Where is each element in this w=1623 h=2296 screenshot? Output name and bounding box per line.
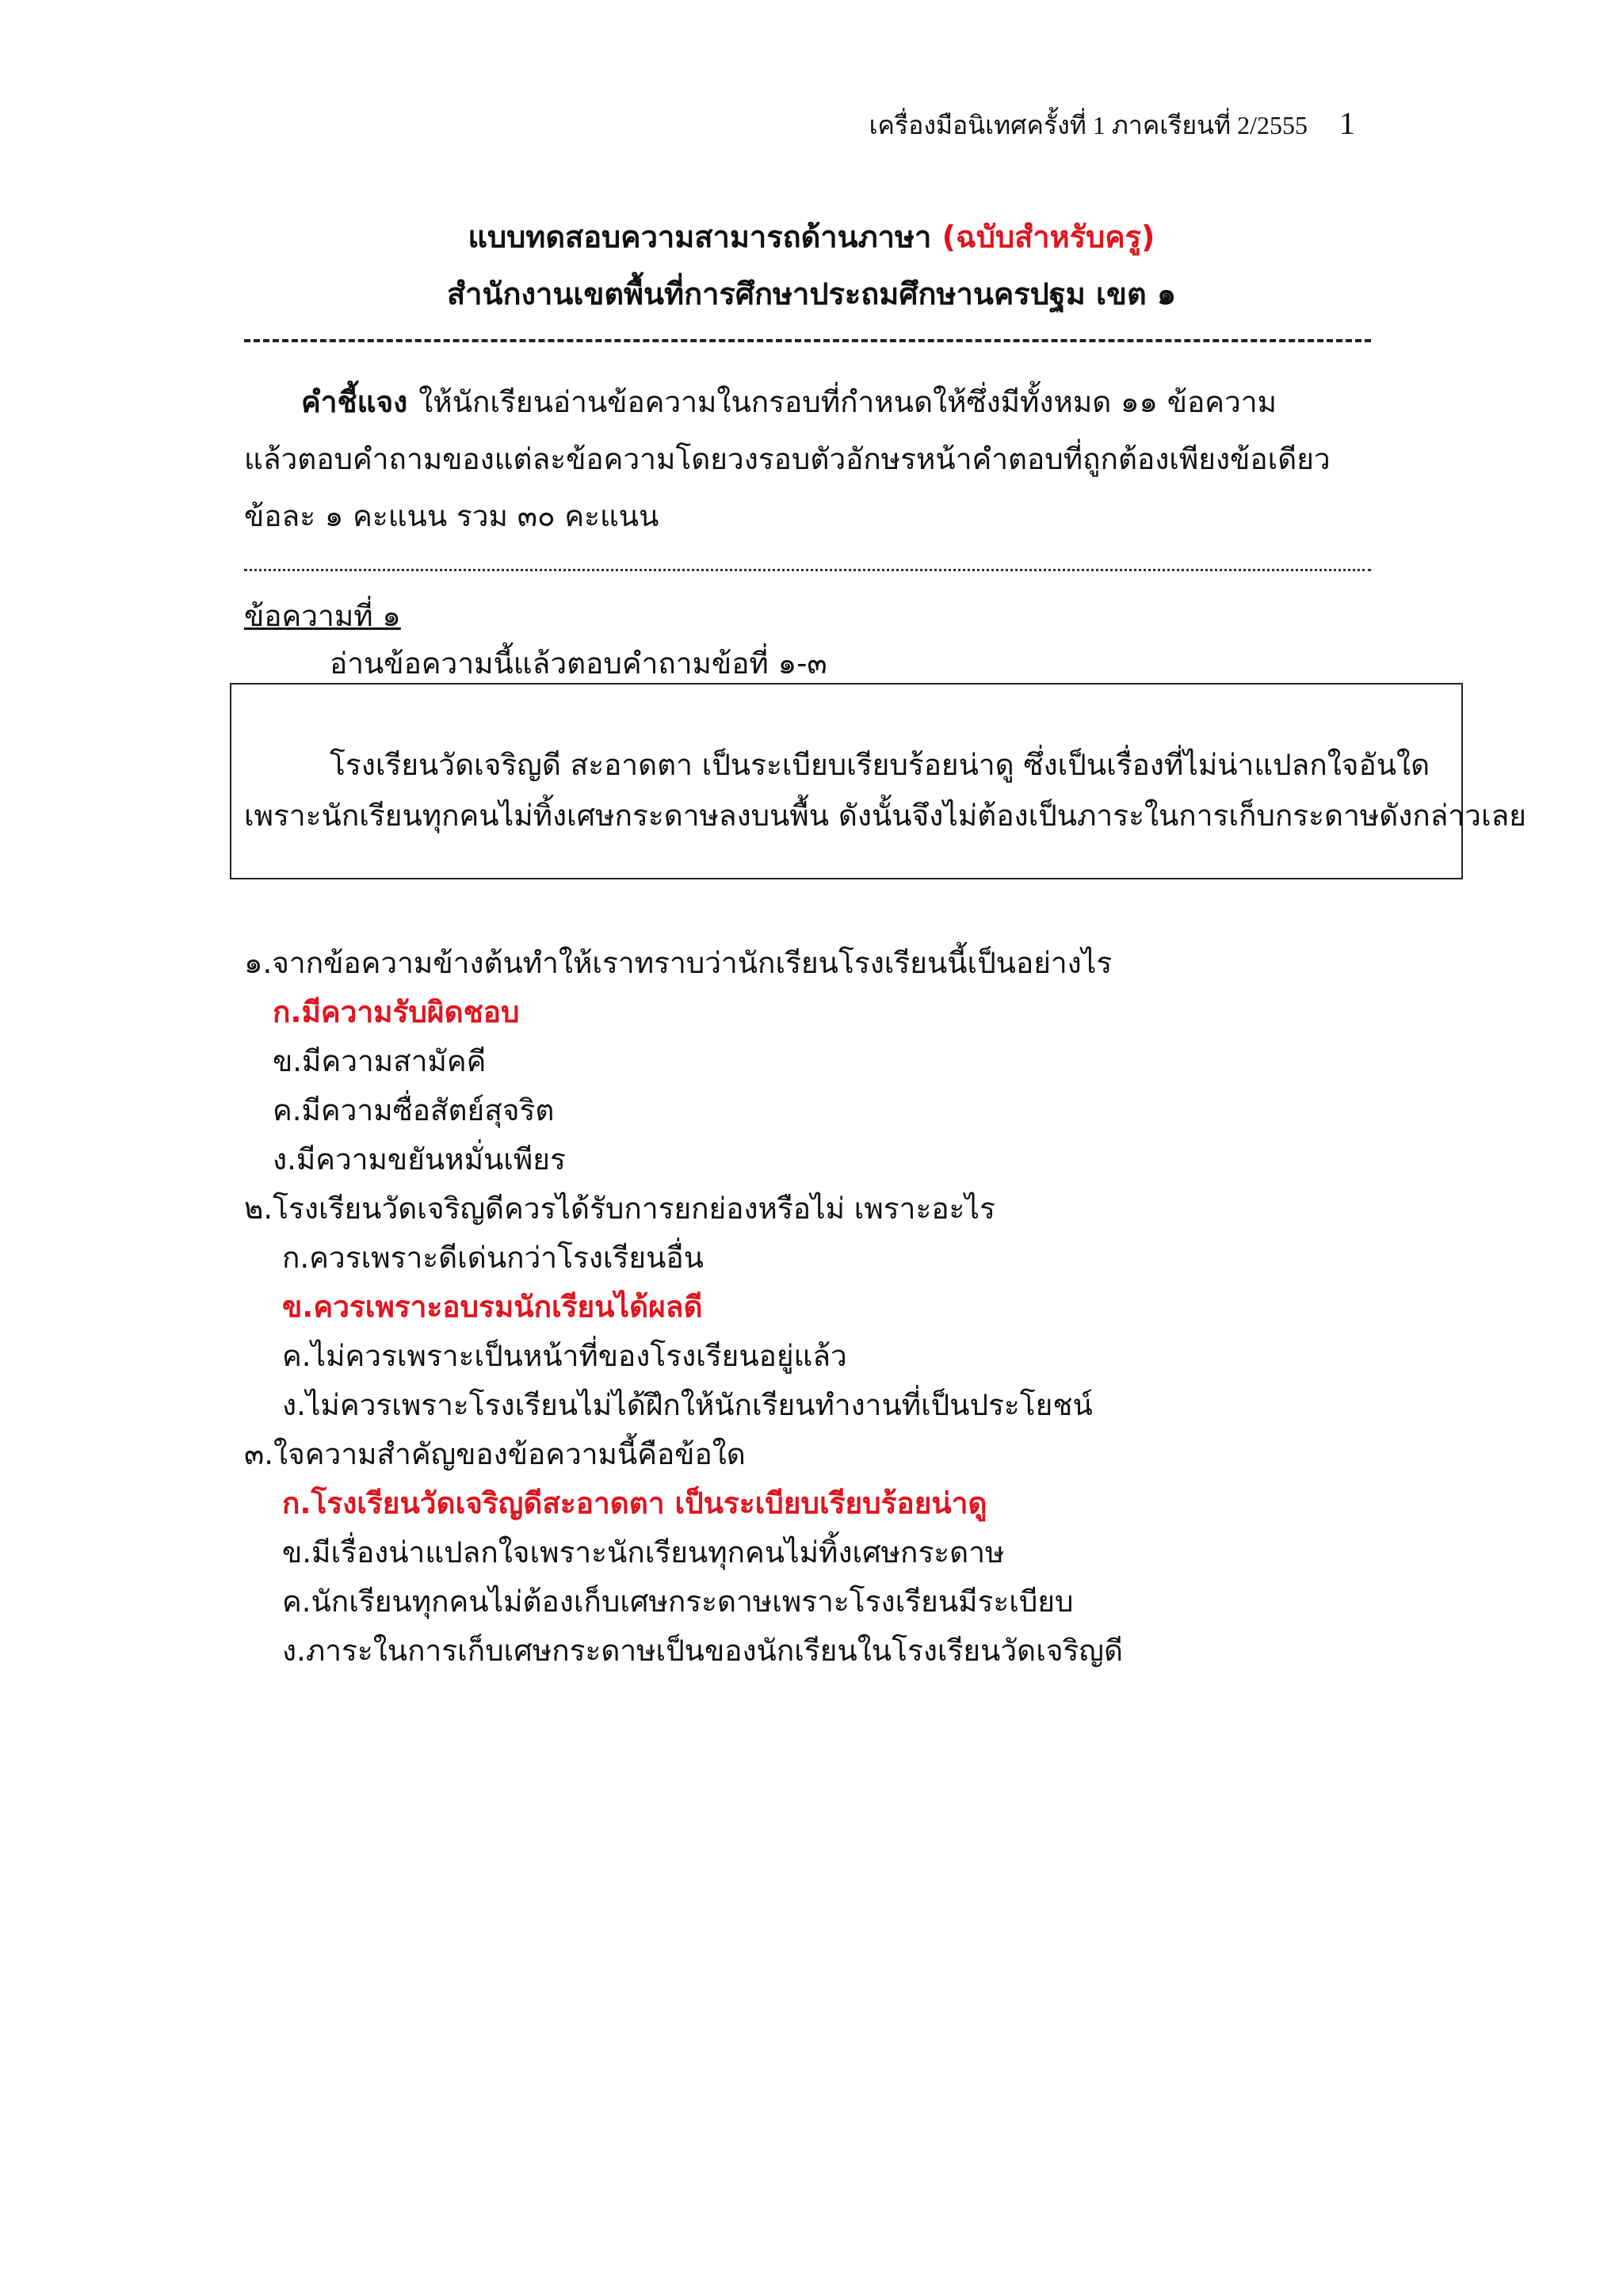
q1-option-a-correct: ก.มีความรับผิดชอบ <box>273 995 520 1029</box>
title-line-2: สำนักงานเขตพื้นที่การศึกษาประถมศึกษานครปฐม เขต ๑ <box>446 277 1177 311</box>
dashed-divider <box>244 339 1371 342</box>
q2-option-d: ง.ไม่ควรเพราะโรงเรียนไม่ได้ฝึกให้นักเรียนทำงานที่เป็นประโยชน์ <box>282 1388 1093 1422</box>
title-teacher-edition: (ฉบับสำหรับครู) <box>941 219 1155 254</box>
q1-option-d: ง.มีความขยันหมั่นเพียร <box>273 1142 566 1177</box>
question-1: ๑.จากข้อความข้างต้นทำให้เราทราบว่านักเรียนโรงเรียนนี้เป็นอย่างไร <box>244 946 1113 980</box>
q3-option-b: ข.มีเรื่องน่าแปลกใจเพราะนักเรียนทุกคนไม่ทิ้งเศษกระดาษ <box>282 1535 1005 1569</box>
q1-option-b: ข.มีความสามัคคี <box>273 1044 487 1078</box>
q3-option-c: ค.นักเรียนทุกคนไม่ต้องเก็บเศษกระดาษเพราะโรงเรียนมีระเบียบ <box>282 1585 1074 1619</box>
instructions-text-1: ให้นักเรียนอ่านข้อความในกรอบที่กำหนดให้ซึ่งมีทั้งหมด ๑๑ ข้อความ <box>418 385 1277 419</box>
question-3: ๓.ใจความสำคัญของข้อความนี้คือข้อใด <box>244 1437 746 1471</box>
q2-option-a: ก.ควรเพราะดีเด่นกว่าโรงเรียนอื่น <box>282 1241 704 1275</box>
title-main: แบบทดสอบความสามารถด้านภาษา <box>468 219 932 254</box>
q1-option-c: ค.มีความซื่อสัตย์สุจริต <box>273 1093 555 1127</box>
title-line-1 <box>0 212 1623 261</box>
question-2: ๒.โรงเรียนวัดเจริญดีควรได้รับการยกย่องหรือไม่ เพราะอะไร <box>244 1192 995 1226</box>
header-text: เครื่องมือนิเทศครั้งที่ 1 ภาคเรียนที่ 2/2555 <box>869 111 1308 139</box>
page-header <box>869 105 1355 146</box>
q2-option-b-correct: ข.ควรเพราะอบรมนักเรียนได้ผลดี <box>282 1290 703 1324</box>
passage-label: ข้อความที่ ๑ <box>244 599 401 633</box>
instructions-line-3: ข้อละ ๑ คะแนน รวม ๓๐ คะแนน <box>244 499 659 533</box>
q3-option-a-correct: ก.โรงเรียนวัดเจริญดีสะอาดตา เป็นระเบียบเรียบร้อยน่าดู <box>282 1486 987 1520</box>
passage-intro: อ่านข้อความนี้แล้วตอบคำถามข้อที่ ๑-๓ <box>330 646 827 681</box>
dotted-divider <box>244 569 1371 571</box>
instructions-label: คำชี้แจง <box>301 385 408 419</box>
q2-option-c: ค.ไม่ควรเพราะเป็นหน้าที่ของโรงเรียนอยู่แล้ว <box>282 1339 847 1373</box>
passage-text-line-2: เพราะนักเรียนทุกคนไม่ทิ้งเศษกระดาษลงบนพื้น ดังนั้นจึงไม่ต้องเป็นภาระในการเก็บกระดาษดังกล่าวเลย <box>244 799 1526 833</box>
page-number: 1 <box>1339 105 1355 141</box>
q3-option-d: ง.ภาระในการเก็บเศษกระดาษเป็นของนักเรียนในโรงเรียนวัดเจริญดี <box>282 1634 1123 1668</box>
passage-text-line-1: โรงเรียนวัดเจริญดี สะอาดตา เป็นระเบียบเรียบร้อยน่าดู ซึ่งเป็นเรื่องที่ไม่น่าแปลกใจอันใด <box>330 748 1430 782</box>
instructions-line-1 <box>301 379 1277 425</box>
instructions-line-2: แล้วตอบคำถามของแต่ละข้อความโดยวงรอบตัวอักษรหน้าคำตอบที่ถูกต้องเพียงข้อเดียว <box>244 442 1331 476</box>
